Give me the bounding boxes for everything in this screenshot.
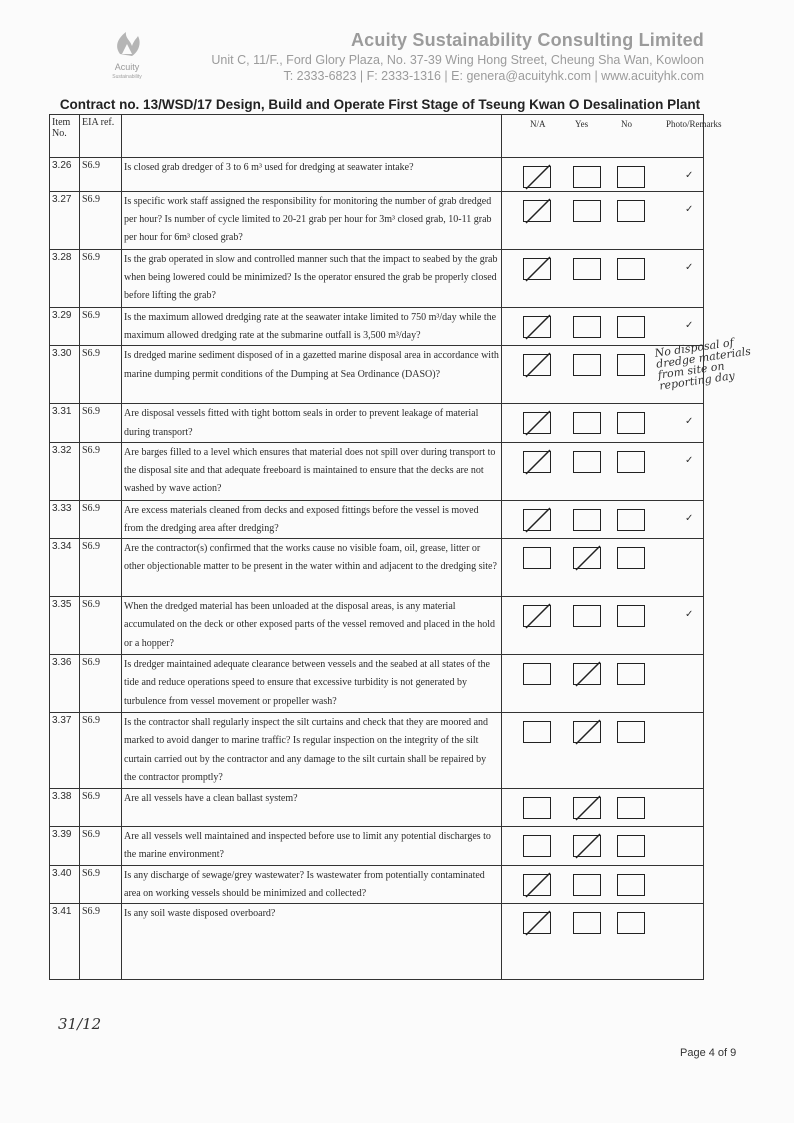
item-no: 3.30 <box>52 348 72 360</box>
logo-subtext: Sustainability <box>112 74 142 80</box>
checkbox-yes[interactable] <box>573 547 601 569</box>
checkbox-slash-mark <box>520 197 554 225</box>
checkbox-na[interactable] <box>523 663 551 685</box>
header-yes: Yes <box>575 119 589 129</box>
checkbox-slash-mark <box>520 871 554 899</box>
item-no: 3.39 <box>52 829 72 841</box>
checkbox-no[interactable] <box>617 797 645 819</box>
remark-tick: ✓ <box>685 262 694 273</box>
question-text: Are barges filled to a level which ensures that material does not spill over during transport to the disposal site and that adequate freeboard is maintained to ensure that the decks are not washed by wave action? <box>124 446 496 495</box>
options-cell <box>502 865 704 903</box>
item-no-cell <box>50 500 80 538</box>
item-no: 3.41 <box>52 906 72 918</box>
table-row <box>50 655 704 713</box>
question-text: Are disposal vessels fitted with tight bottom seals in order to prevent leakage of material during transport? <box>124 408 479 438</box>
item-no-cell <box>50 250 80 308</box>
item-no: 3.34 <box>52 541 72 553</box>
eia-ref: S6.9 <box>82 599 101 611</box>
eia-ref: S6.9 <box>82 829 101 841</box>
eia-ref: S6.9 <box>82 160 101 171</box>
options-cell <box>502 158 704 192</box>
options-cell <box>502 308 704 346</box>
item-no: 3.36 <box>52 657 72 669</box>
remark-tick: ✓ <box>685 512 694 524</box>
checkbox-no[interactable] <box>617 451 645 473</box>
checkbox-na[interactable] <box>523 200 551 222</box>
question-cell <box>122 158 502 192</box>
options-cell <box>502 904 704 980</box>
eia-ref: S6.9 <box>82 348 101 360</box>
question-text: When the dredged material has been unloaded at the disposal areas, is any material accumulated on the deck or other exposed parts of the vessel removed and placed in the hold or a hopper? <box>124 601 495 649</box>
item-no-cell <box>50 346 80 404</box>
checkbox-no[interactable] <box>617 200 645 222</box>
eia-ref: S6.9 <box>82 444 101 456</box>
checkbox-na[interactable] <box>523 797 551 819</box>
question-cell <box>122 789 502 827</box>
question-cell <box>122 865 502 903</box>
table-row <box>50 500 704 538</box>
checkbox-yes[interactable] <box>573 912 601 934</box>
eia-ref: S6.9 <box>82 657 101 669</box>
remark-tick: ✓ <box>685 170 694 181</box>
table-row <box>50 904 704 980</box>
item-no-cell <box>50 713 80 789</box>
checkbox-no[interactable] <box>617 835 645 857</box>
remark-tick: ✓ <box>685 204 694 215</box>
item-no: 3.37 <box>52 715 72 727</box>
question-cell <box>122 827 502 865</box>
item-no: 3.28 <box>52 252 72 263</box>
checkbox-slash-mark <box>570 544 604 572</box>
table-row <box>50 713 704 789</box>
eia-ref: S6.9 <box>82 502 101 514</box>
eia-ref-cell <box>80 442 122 500</box>
remark-tick: ✓ <box>685 609 694 621</box>
question-text: Is dredger maintained adequate clearance between vessels and the seabed at all states of the tide and reduce operations speed to ensure that excessive turbidity is not generated by turbulence from vessel movement or propeller wash? <box>124 659 490 707</box>
checkbox-yes[interactable] <box>573 797 601 819</box>
checkbox-yes[interactable] <box>573 451 601 473</box>
question-text: Is the contractor shall regularly inspect the silt curtains and check that they are moored and marked to avoid danger to marine traffic? Is regular inspection on the integrity of the silt curtain carried out by the contractor and any damage to the silt curtain shall be repaired by the contractor promptly? <box>124 717 489 783</box>
table-row <box>50 865 704 903</box>
eia-ref-cell <box>80 346 122 404</box>
checkbox-na[interactable] <box>523 316 551 338</box>
checkbox-na[interactable] <box>523 412 551 434</box>
table-row <box>50 158 704 192</box>
checkbox-no[interactable] <box>617 721 645 743</box>
question-text: Are the contractor(s) confirmed that the works cause no visible foam, oil, grease, litter or other objectionable matter to be present in the water within and adjacent to the dredging site? <box>124 543 497 573</box>
item-no-cell <box>50 539 80 597</box>
eia-ref-cell <box>80 192 122 250</box>
contract-title: Contract no. 13/WSD/17 Design, Build and Operate First Stage of Tseung Kwan O Desalination Plant <box>59 97 701 112</box>
eia-ref-cell <box>80 713 122 789</box>
question-text: Is the maximum allowed dredging rate at the seawater intake limited to 750 m³/day while the maximum allowed dredging rate at the submarine outfall is 3,500 m³/day? <box>124 312 497 342</box>
checkbox-slash-mark <box>520 909 554 937</box>
checkbox-no[interactable] <box>617 509 645 531</box>
question-text: Is dredged marine sediment disposed of in a gazetted marine disposal area in accordance with marine dumping permit conditions of the Dumping at Sea Ordinance (DASO)? <box>124 350 499 380</box>
eia-ref: S6.9 <box>82 310 101 321</box>
checkbox-yes[interactable] <box>573 605 601 627</box>
checkbox-slash-mark <box>570 794 604 822</box>
header-question <box>122 115 502 158</box>
item-no-cell <box>50 404 80 442</box>
checkbox-na[interactable] <box>523 547 551 569</box>
item-no-cell <box>50 192 80 250</box>
options-cell <box>502 250 704 308</box>
item-no-cell <box>50 308 80 346</box>
eia-ref: S6.9 <box>82 867 101 879</box>
checkbox-slash-mark <box>570 718 604 746</box>
table-row <box>50 346 704 404</box>
eia-ref-cell <box>80 158 122 192</box>
table-row <box>50 404 704 442</box>
item-no: 3.27 <box>52 194 72 205</box>
question-cell <box>122 655 502 713</box>
checkbox-yes[interactable] <box>573 316 601 338</box>
company-name: Acuity Sustainability Consulting Limited <box>350 30 704 50</box>
checkbox-na[interactable] <box>523 509 551 531</box>
eia-ref: S6.9 <box>82 791 101 803</box>
checklist-table <box>49 114 752 980</box>
eia-ref-cell <box>80 789 122 827</box>
checkbox-no[interactable] <box>617 605 645 627</box>
checkbox-slash-mark <box>520 313 554 341</box>
item-no: 3.29 <box>52 310 72 321</box>
checkbox-slash-mark <box>520 506 554 534</box>
options-cell <box>502 500 704 538</box>
question-cell <box>122 250 502 308</box>
item-no-cell <box>50 789 80 827</box>
header-eia-ref: EIA ref. <box>80 115 122 158</box>
checkbox-no[interactable] <box>617 316 645 338</box>
checkbox-slash-mark <box>570 660 604 688</box>
table-header-row <box>50 115 704 158</box>
checkbox-na[interactable] <box>523 166 551 188</box>
checkbox-yes[interactable] <box>573 166 601 188</box>
checkbox-na[interactable] <box>523 874 551 896</box>
company-logo <box>92 24 162 86</box>
options-cell <box>502 336 752 404</box>
checkbox-slash-mark <box>520 351 554 379</box>
eia-ref-cell <box>80 904 122 980</box>
question-cell <box>122 904 502 980</box>
handwritten-date: 31/12 <box>58 1015 102 1033</box>
checkbox-slash-mark <box>520 163 554 191</box>
question-text: Is the grab operated in slow and controlled manner such that the impact to seabed by the grab when being lowered could be minimized? Is the operator ensured the grab be properly closed before lifting the grab? <box>124 254 498 302</box>
checkbox-no[interactable] <box>617 663 645 685</box>
remark-handwritten: No disposal of dredge materials from site on reporting day <box>653 336 752 393</box>
eia-ref-cell <box>80 308 122 346</box>
checkbox-na[interactable] <box>523 605 551 627</box>
question-text: Is any discharge of sewage/grey wastewater? Is wastewater from potentially contaminated area on working vessels should be minimized and collected? <box>124 869 485 899</box>
header-options <box>502 115 722 158</box>
company-info <box>211 30 704 83</box>
item-no: 3.40 <box>52 867 72 879</box>
header-remarks: Photo/Remarks <box>666 119 722 129</box>
table-row <box>50 442 704 500</box>
checkbox-na[interactable] <box>523 451 551 473</box>
eia-ref-cell <box>80 827 122 865</box>
checkbox-yes[interactable] <box>573 721 601 743</box>
item-no-cell <box>50 827 80 865</box>
question-cell <box>122 346 502 404</box>
item-no-cell <box>50 597 80 655</box>
eia-ref-cell <box>80 597 122 655</box>
logo-wordmark: Acuity <box>114 62 140 72</box>
item-no: 3.32 <box>52 444 72 456</box>
checkbox-na[interactable] <box>523 354 551 376</box>
checkbox-no[interactable] <box>617 354 645 376</box>
item-no: 3.35 <box>52 599 72 611</box>
table-row <box>50 192 704 250</box>
checkbox-no[interactable] <box>617 166 645 188</box>
table-row <box>50 539 704 597</box>
checkbox-na[interactable] <box>523 912 551 934</box>
checkbox-na[interactable] <box>523 258 551 280</box>
checkbox-no[interactable] <box>617 258 645 280</box>
question-cell <box>122 597 502 655</box>
checkbox-yes[interactable] <box>573 835 601 857</box>
remark-tick: ✓ <box>685 416 694 428</box>
remark-tick: ✓ <box>685 320 694 331</box>
checkbox-yes[interactable] <box>573 354 601 376</box>
options-cell <box>502 539 704 597</box>
checkbox-na[interactable] <box>523 721 551 743</box>
question-cell <box>122 713 502 789</box>
question-text: Are excess materials cleaned from decks and exposed fittings before the vessel is moved from the dredging area after dredging? <box>124 504 479 535</box>
question-cell <box>122 192 502 250</box>
question-cell <box>122 500 502 538</box>
checkbox-no[interactable] <box>617 412 645 434</box>
checkbox-yes[interactable] <box>573 874 601 896</box>
checkbox-slash-mark <box>520 448 554 476</box>
question-cell <box>122 308 502 346</box>
checkbox-no[interactable] <box>617 874 645 896</box>
item-no: 3.26 <box>52 160 72 171</box>
checkbox-slash-mark <box>520 409 554 437</box>
table-row <box>50 250 704 308</box>
question-cell <box>122 404 502 442</box>
checkbox-slash-mark <box>570 832 604 860</box>
question-text: Are all vessels have a clean ballast system? <box>124 793 298 805</box>
item-no: 3.38 <box>52 791 72 803</box>
letterhead <box>0 0 794 100</box>
company-address: Unit C, 11/F., Ford Glory Plaza, No. 37-39 Wing Hong Street, Cheung Sha Wan, Kowloon <box>211 53 704 67</box>
checkbox-yes[interactable] <box>573 200 601 222</box>
options-cell <box>502 597 704 655</box>
eia-ref-cell <box>80 404 122 442</box>
question-cell <box>122 539 502 597</box>
item-no-cell <box>50 865 80 903</box>
checkbox-yes[interactable] <box>573 258 601 280</box>
eia-ref-cell <box>80 500 122 538</box>
checkbox-no[interactable] <box>617 547 645 569</box>
company-contact: T: 2333-6823 | F: 2333-1316 | E: genera@acuityhk.com | www.acuityhk.com <box>283 69 704 83</box>
question-text: Is specific work staff assigned the responsibility for monitoring the number of grab dredged per hour? Is number of cycle limited to 20-21 grab per hour for 3m³ closed grab, 10-11 grab per hour for 6m³ closed grab? <box>124 196 492 244</box>
eia-ref: S6.9 <box>82 541 101 553</box>
eia-ref: S6.9 <box>82 252 101 263</box>
eia-ref: S6.9 <box>82 715 101 727</box>
eia-ref: S6.9 <box>82 194 101 205</box>
table-row <box>50 789 704 827</box>
checkbox-slash-mark <box>520 602 554 630</box>
item-no-cell <box>50 158 80 192</box>
checkbox-yes[interactable] <box>573 509 601 531</box>
question-cell <box>122 442 502 500</box>
options-cell <box>502 442 704 500</box>
table-row <box>50 308 704 346</box>
options-cell <box>502 827 704 865</box>
eia-ref-cell <box>80 250 122 308</box>
header-no: No <box>621 119 632 129</box>
options-cell <box>502 789 704 827</box>
table-row <box>50 597 704 655</box>
page-number: Page 4 of 9 <box>680 1047 737 1059</box>
checkbox-yes[interactable] <box>573 663 601 685</box>
item-no-cell <box>50 442 80 500</box>
eia-ref-cell <box>80 865 122 903</box>
table-row <box>50 827 704 865</box>
options-cell <box>502 404 704 442</box>
eia-ref-cell <box>80 655 122 713</box>
eia-ref: S6.9 <box>82 406 101 418</box>
options-cell <box>502 655 704 713</box>
checkbox-na[interactable] <box>523 835 551 857</box>
header-na: N/A <box>530 119 546 129</box>
item-no: 3.33 <box>52 502 72 514</box>
eia-ref: S6.9 <box>82 906 101 918</box>
eia-ref-cell <box>80 539 122 597</box>
header-item-no: Item No. <box>50 115 80 158</box>
checkbox-yes[interactable] <box>573 412 601 434</box>
question-text: Are all vessels well maintained and inspected before use to limit any potential discharges to the marine environment? <box>124 831 491 861</box>
options-cell <box>502 192 704 250</box>
checkbox-slash-mark <box>520 255 554 283</box>
options-cell <box>502 713 704 789</box>
item-no-cell <box>50 904 80 980</box>
checkbox-no[interactable] <box>617 912 645 934</box>
item-no-cell <box>50 655 80 713</box>
question-text: Is any soil waste disposed overboard? <box>124 908 276 920</box>
remark-tick: ✓ <box>685 454 694 466</box>
question-text: Is closed grab dredger of 3 to 6 m³ used for dredging at seawater intake? <box>124 162 414 173</box>
item-no: 3.31 <box>52 406 72 418</box>
